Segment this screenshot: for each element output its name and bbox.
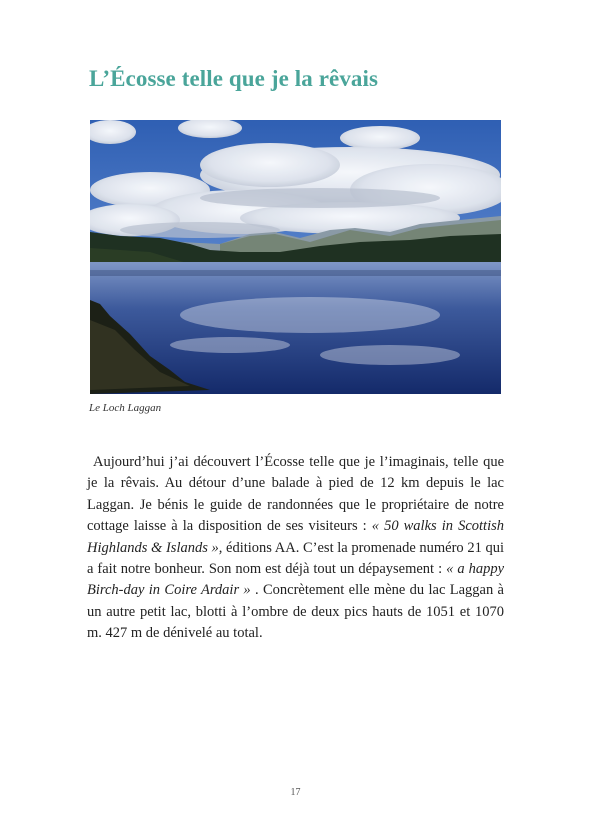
- paragraph-text: . Concrètement elle mène du lac Laggan à un autre petit lac, blotti à l’ombre de deux pics hauts de 1051 et 1070 m. 427 m de dénivelé au total.: [87, 582, 504, 642]
- walk-name: « a happy Birch-day in Coire Ardair »: [87, 561, 504, 599]
- page-title: L’Écosse telle que je la rêvais: [89, 66, 379, 91]
- paragraph-text: Aujourd’hui j’ai découvert l’Écosse telle que je l’imaginais, telle que je la rêvais. Au détour d’une balade à pied de 12 km depuis le lac Laggan. Je bénis le guide de randonnées que le propriétaire de notre cottage laisse à la disposition de ses visiteurs :: [87, 454, 504, 535]
- paragraph-text: éditions AA. C’est la promenade numéro 21 qui a fait notre bonheur. Son nom est déjà tout un dépaysement :: [87, 539, 504, 578]
- book-title: « 50 walks in Scottish Highlands & Islands »,: [87, 518, 504, 556]
- loch-laggan-photo: [90, 120, 501, 394]
- photo-caption: Le Loch Laggan: [89, 402, 162, 414]
- body-paragraph: [87, 452, 504, 645]
- page-number: 17: [290, 787, 301, 798]
